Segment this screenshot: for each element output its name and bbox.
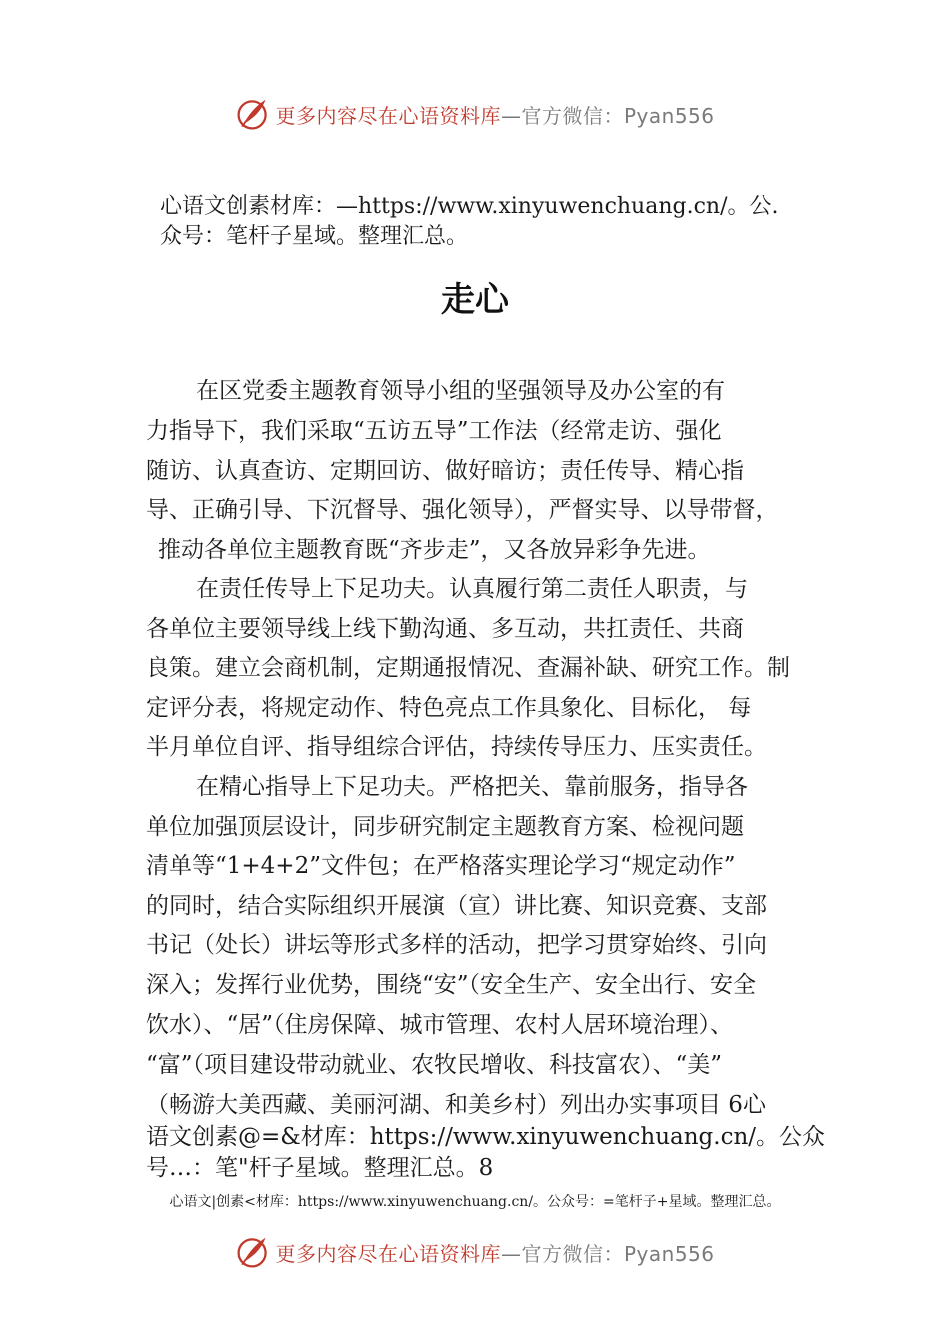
bottom-banner: [0, 1232, 950, 1272]
source-line-1: 心语文创素材库：—https://www.xinyuwenchuang.cn/。公.: [160, 194, 779, 219]
body-line: 号…：笔"杆子星域。整理汇总。8: [146, 1155, 494, 1181]
body-line: （畅游大美西藏、美丽河湖、和美乡村）列出办实事项目 6心: [146, 1092, 766, 1118]
top-banner: [0, 94, 950, 134]
footer-source-line: 心语文|创素<材库：https://www.xinyuwenchuang.cn/。公众号：=笔杆子+星域。整理汇总。: [169, 1194, 781, 1210]
banner-dash: —: [500, 1241, 522, 1266]
body-line: 深入；发挥行业优势，围绕“安”（安全生产、安全出行、安全: [146, 972, 757, 998]
wechat-id: Pyan556: [623, 1241, 715, 1266]
body-line: 力指导下，我们采取“五访五导”工作法（经常走访、强化: [146, 418, 722, 444]
body-line: 清单等“1+4+2”文件包；在严格落实理论学习“规定动作”: [146, 853, 736, 879]
body-line: 导、正确引导、下沉督导、强化领导），严督实导、以导带督，: [146, 497, 779, 523]
wechat-id: Pyan556: [623, 103, 715, 128]
quill-seal-icon: [235, 96, 271, 132]
body-line: 随访、认真查访、定期回访、做好暗访；责任传导、精心指: [146, 458, 744, 484]
body-line: 单位加强顶层设计，同步研究制定主题教育方案、检视问题: [146, 814, 744, 840]
body-line: 在精心指导上下足功夫。严格把关、靠前服务，指导各: [196, 774, 748, 800]
body-line: 在责任传导上下足功夫。认真履行第二责任人职责，与: [196, 576, 748, 602]
page-title: 走心: [441, 280, 509, 320]
body-line: 定评分表，将规定动作、特色亮点工作具象化、目标化， 每: [146, 695, 752, 721]
body-line: 饮水）、“居”（住房保障、城市管理、农村人居环境治理）、: [146, 1012, 734, 1038]
body-line: 各单位主要领导线上线下勤沟通、多互动，共扛责任、共商: [146, 616, 744, 642]
body-line: 半月单位自评、指导组综合评估，持续传导压力、压实责任。: [146, 734, 767, 760]
quill-seal-icon: [235, 1234, 271, 1270]
banner-text: [275, 1238, 714, 1267]
body-line: 良策。建立会商机制，定期通报情况、查漏补缺、研究工作。制: [146, 655, 790, 681]
brand-text: 更多内容尽在心语资料库: [275, 1241, 501, 1266]
banner-text: [275, 100, 714, 129]
body-line: 推动各单位主题教育既“齐步走”，又各放异彩争先进。: [158, 537, 711, 563]
official-label: 官方微信：: [521, 1241, 624, 1266]
body-line: 的同时，结合实际组织开展演（宣）讲比赛、知识竞赛、支部: [146, 893, 767, 919]
body-line: “富”（项目建设带动就业、农牧民增收、科技富农）、“美”: [146, 1052, 723, 1078]
brand-text: 更多内容尽在心语资料库: [275, 103, 501, 128]
source-line-2: 众号：笔杆子星域。整理汇总。: [160, 224, 469, 249]
body-line: 在区党委主题教育领导小组的坚强领导及办公室的有: [196, 378, 725, 404]
official-label: 官方微信：: [521, 103, 624, 128]
body-line: 书记（处长）讲坛等形式多样的活动，把学习贯穿始终、引向: [146, 932, 767, 958]
body-line: 语文创素@=&材库：https://www.xinyuwenchuang.cn/。公众: [146, 1124, 826, 1150]
banner-dash: —: [500, 103, 522, 128]
